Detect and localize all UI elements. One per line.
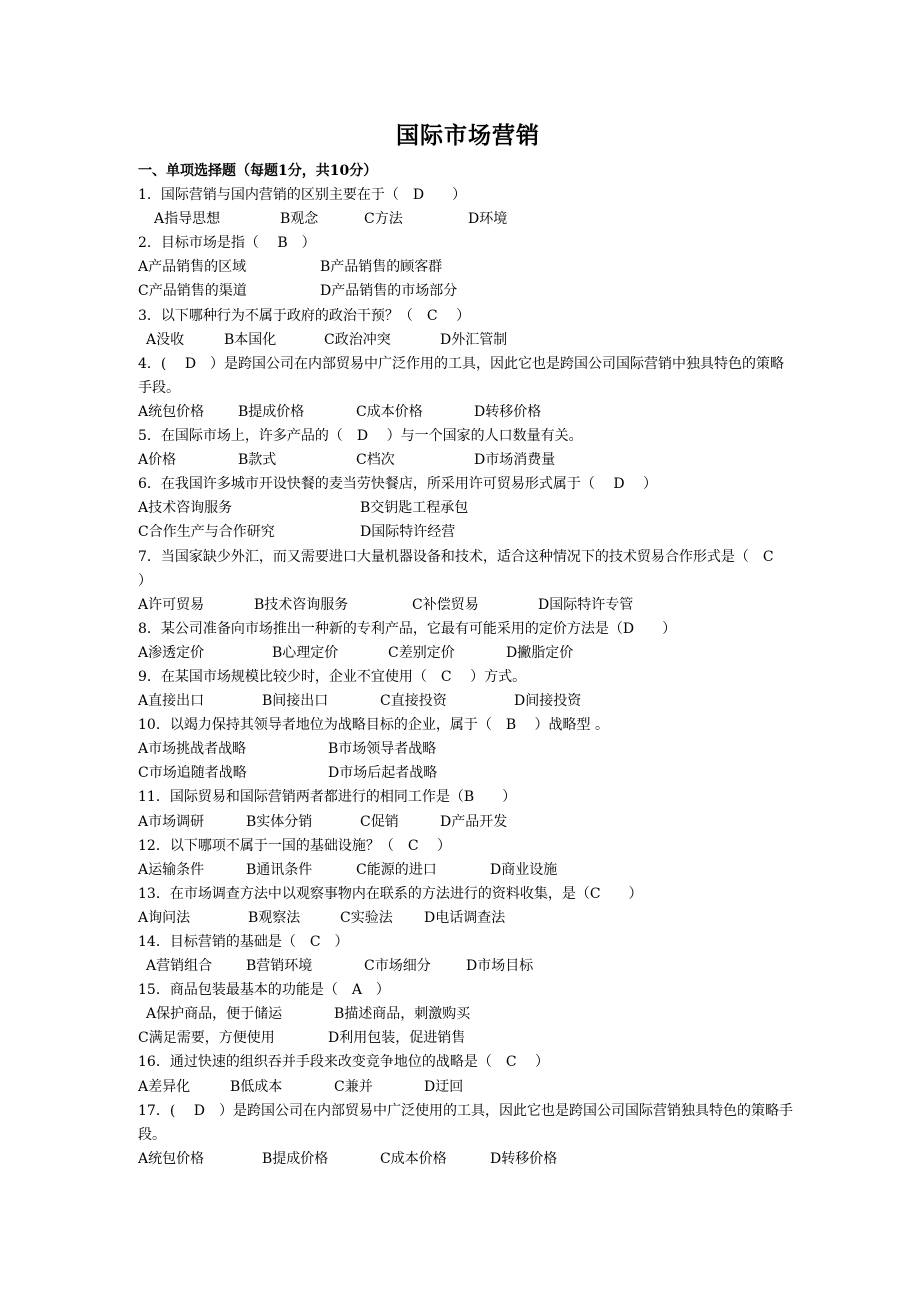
question-item [138,978,798,1050]
question-stem: 13．在市场调查方法中以观察事物内在联系的方法进行的资料收集，是（C ） [138,885,643,902]
question-stem: 6．在我国许多城市开设快餐的麦当劳快餐店，所采用许可贸易形式属于（ D ） [138,476,658,493]
question-stem: 8．某公司准备向市场推出一种新的专利产品，它最有可能采用的定价方法是（D ） [138,620,677,637]
answer-option: C差别定价 [388,644,455,661]
option-row [138,400,798,424]
answer-option: D国际特许专管 [538,596,634,613]
answer-option: A运输条件 [138,861,205,878]
question-stem: 17．( D ）是跨国公司在内部贸易中广泛使用的工具，因此它也是跨国公司国际营销独具特色的策略手段。 [138,1102,793,1143]
answer-option: C成本价格 [380,1150,447,1167]
answer-option: D市场目标 [466,958,534,975]
answer-option: B观察法 [248,909,301,926]
question-stem: 4．( D ）是跨国公司在内部贸易中广泛作用的工具，因此它也是跨国公司国际营销中独具特色的策略手段。 [138,355,785,396]
answer-option: A技术咨询服务 [138,500,233,517]
answer-option: B提成价格 [238,403,305,420]
answer-option: B营销环境 [246,958,313,975]
question-item [138,930,798,978]
question-stem: 2．目标市场是指（ B ） [138,235,316,252]
answer-option: C能源的进口 [356,861,437,878]
answer-option: C直接投资 [380,693,447,710]
answer-option: D市场消费量 [474,452,556,469]
option-row [138,1075,798,1099]
answer-option: B产品销售的顾客群 [320,259,443,276]
answer-option: B间接出口 [262,693,329,710]
question-stem: 12．以下哪项不属于一国的基础设施？（ C ） [138,837,451,854]
document-title: 国际市场营销 [396,122,540,149]
question-item [138,665,798,713]
answer-option: B提成价格 [262,1150,329,1167]
answer-option: A市场调研 [138,813,205,830]
answer-option: B款式 [238,452,277,469]
answer-option: D国际特许经营 [360,524,456,541]
answer-option: A产品销售的区域 [138,259,247,276]
option-row [138,641,798,665]
answer-option: D环境 [468,211,508,228]
answer-option: C成本价格 [356,403,423,420]
answer-option: A渗透定价 [138,644,205,661]
option-row [138,1147,798,1171]
option-row [138,810,798,834]
answer-option: D迂回 [424,1078,464,1095]
answer-option: A直接出口 [138,693,205,710]
answer-option: D间接投资 [514,693,582,710]
answer-option: A营销组合 [146,958,213,975]
option-row [138,737,798,761]
question-stem: 1．国际营销与国内营销的区别主要在于（ D ） [138,187,467,204]
answer-option: C方法 [364,211,403,228]
question-item [138,617,798,665]
section-heading: 一、单项选择题（每题1分，共10分） [138,163,378,179]
answer-option: A统包价格 [138,1150,205,1167]
answer-option: D转移价格 [474,403,542,420]
answer-option: B市场领导者战略 [328,741,437,758]
answer-option: B技术咨询服务 [254,596,349,613]
question-stem: 11．国际贸易和国际营销两者都进行的相同工作是（B ） [138,789,517,806]
answer-option: C市场细分 [364,958,431,975]
answer-option: A差异化 [138,1078,191,1095]
answer-option: C促销 [360,813,399,830]
question-stem: 14．目标营销的基础是（ C ） [138,934,349,950]
answer-option: B心理定价 [272,644,339,661]
answer-option: C兼并 [334,1078,373,1095]
question-item [138,231,798,303]
answer-option: A指导思想 [154,211,221,228]
question-stem: 10．以竭力保持其领导者地位为战略目标的企业，属于（ B ）战略型 。 [138,717,610,734]
answer-option: D转移价格 [490,1150,558,1167]
answer-option: C合作生产与合作研究 [138,524,275,541]
question-stem: 5．在国际市场上，许多产品的（ D ）与一个国家的人口数量有关。 [138,428,583,445]
answer-option: C政治冲突 [324,331,391,348]
question-item [138,713,798,785]
answer-option: C市场追随者战略 [138,765,247,782]
question-item [138,1050,798,1098]
answer-option: B通讯条件 [246,861,313,878]
question-stem: 7．当国家缺少外汇，而又需要进口大量机器设备和技术，适合这种情况下的技术贸易合作形式是（ C ） [138,548,793,589]
answer-option: A市场挑战者战略 [138,741,247,758]
answer-option: C补偿贸易 [412,596,479,613]
question-list [138,183,798,1171]
option-row [138,954,798,978]
question-item [138,304,798,352]
option-row [138,1026,798,1050]
question-item [138,834,798,882]
answer-option: C产品销售的渠道 [138,283,247,300]
option-row [138,906,798,930]
answer-option: C实验法 [340,909,393,926]
option-row [138,593,798,617]
question-item [138,183,798,231]
option-row [138,1002,798,1026]
question-stem: 16．通过快速的组织吞并手段来改变竞争地位的战略是（ C ） [138,1054,549,1071]
option-row [138,207,798,231]
question-item [138,785,798,833]
option-row [138,279,798,303]
option-row [138,448,798,472]
answer-option: D市场后起者战略 [328,765,438,782]
question-item [138,352,798,424]
answer-option: D撇脂定价 [506,644,574,661]
answer-option: D产品开发 [440,813,508,830]
question-item [138,545,798,617]
question-stem: 9．在某国市场规模比较少时，企业不宜使用（ C ）方式。 [138,668,527,685]
question-item [138,1099,798,1171]
option-row [138,520,798,544]
question-item [138,882,798,930]
answer-option: B描述商品，刺激购买 [334,1006,471,1023]
answer-option: B交钥匙工程承包 [360,500,469,517]
answer-option: D电话调查法 [424,909,506,926]
document-content [138,118,798,1171]
option-row [138,858,798,882]
answer-option: B观念 [280,211,319,228]
answer-option: B低成本 [230,1078,283,1095]
answer-option: C档次 [356,452,395,469]
answer-option: B实体分销 [246,813,313,830]
answer-option: A价格 [138,452,177,469]
answer-option: B本国化 [224,331,277,348]
answer-option: D商业设施 [490,861,558,878]
question-item [138,424,798,472]
answer-option: D外汇管制 [440,331,508,348]
answer-option: A统包价格 [138,403,205,420]
option-row [138,689,798,713]
option-row [138,328,798,352]
answer-option: D产品销售的市场部分 [320,283,458,300]
option-row [138,255,798,279]
question-item [138,472,798,544]
answer-option: A保护商品，便于储运 [146,1006,283,1023]
answer-option: A询问法 [138,909,191,926]
answer-option: C满足需要，方便使用 [138,1030,275,1047]
question-stem: 3．以下哪种行为不属于政府的政治干预？（ C ） [138,307,471,324]
answer-option: A没收 [146,331,185,348]
answer-option: A许可贸易 [138,596,205,613]
option-row [138,761,798,785]
question-stem: 15．商品包装最基本的功能是（ A ） [138,982,390,999]
answer-option: D利用包装，促进销售 [328,1030,466,1047]
option-row [138,496,798,520]
